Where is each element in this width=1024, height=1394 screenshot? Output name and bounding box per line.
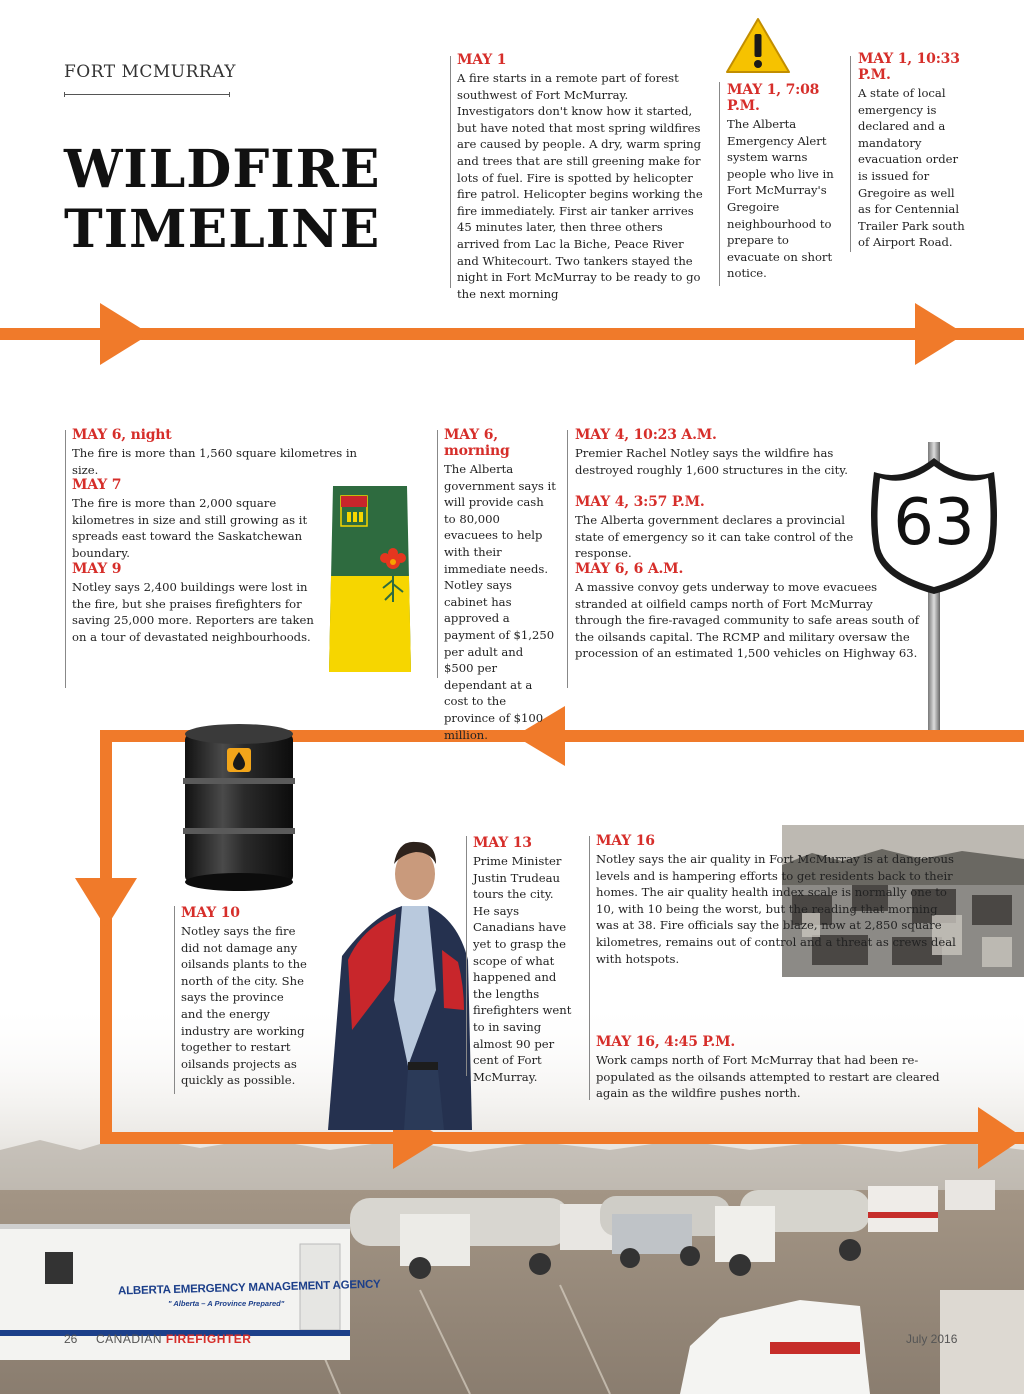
entry-date: MAY 1, 10:33 P.M.: [858, 51, 960, 83]
arrow-line-3: [100, 730, 112, 1144]
entry-text: Premier Rachel Notley says the wildfire has destroyed roughly 1,600 structures in the city.: [575, 446, 848, 477]
timeline-entry: [181, 905, 309, 1089]
trailer-text: ALBERTA EMERGENCY MANAGEMENT AGENCY: [117, 1278, 381, 1298]
entry-date: MAY 7: [72, 477, 122, 493]
entry-text: Work camps north of Fort McMurray that had been re-populated as the oilsands attempted to restart are cleared again as the wildfire pushes north.: [596, 1053, 940, 1101]
divider: [567, 430, 568, 688]
title-line-2: TIMELINE: [64, 199, 381, 260]
entry-text: Notley says 2,400 buildings were lost in the fire, but she praises firefighters for saving 25,000 more. Reporters are taken on a tour of devastated neighbourhoods.: [72, 580, 314, 644]
entry-text: The fire is more than 2,000 square kilometres in size and still growing as it spreads east toward the Saskatchewan boundary.: [72, 496, 308, 560]
entry-date: MAY 16, 4:45 P.M.: [596, 1034, 736, 1050]
entry-date: MAY 6, night: [72, 427, 172, 443]
entry-date: MAY 4, 3:57 P.M.: [575, 494, 705, 510]
entry-text: Notley says the air quality in Fort McMurray is at dangerous levels and is hampering efforts to get residents back to their homes. The air quality health index scale is normally one to 10, with 10 being the worst, but the reading that morning was at 38. Fire officials say the blaze, now at 2,850 square kilometres, remains out of control and a threat as crews deal with hotspots.: [596, 852, 956, 966]
timeline-entry: [457, 52, 707, 302]
timeline-entry: [575, 494, 865, 562]
entry-date: MAY 9: [72, 561, 122, 577]
magazine-title: FIREFIGHTER: [165, 1332, 252, 1346]
entry-date: MAY 6, 6 A.M.: [575, 561, 684, 577]
divider: [174, 906, 175, 1094]
divider: [850, 56, 851, 252]
arrow-head-1b: [915, 303, 965, 365]
timeline-entry: [596, 833, 961, 967]
entry-text: The fire is more than 1,560 square kilometres in size.: [72, 446, 358, 477]
entry-date: MAY 1: [457, 52, 507, 68]
arrow-line-4: [100, 1132, 1024, 1144]
warning-icon: [724, 16, 792, 76]
kicker: FORT MCMURRAY: [64, 62, 237, 82]
entry-date: MAY 1, 7:08 P.M.: [727, 82, 820, 114]
entry-text: Prime Minister Justin Trudeau tours the city. He says Canadians have yet to grasp the scope of what happened and the lengths firefighters went to in saving almost 90 per cent of Fort McMurray.: [473, 854, 572, 1084]
highway-63-sign: [864, 440, 1004, 732]
entry-text: The Alberta government says it will provide cash to 80,000 evacuees to help with their immediate needs. Notley says cabinet has approved a payment of $1,250 per adult and $500 per dependant at a cost to the province of $100 million.: [444, 462, 556, 742]
divider: [719, 82, 720, 286]
timeline-entry: [72, 561, 327, 645]
page-number: 26: [64, 1332, 78, 1346]
page-title: [64, 140, 380, 260]
saskatchewan-flag-map: [327, 484, 413, 674]
divider: [450, 56, 451, 288]
timeline-entry: [72, 477, 327, 561]
issue-date: July 2016: [906, 1332, 958, 1346]
arrow-line-1: [0, 328, 1024, 340]
entry-date: MAY 4, 10:23 A.M.: [575, 427, 717, 443]
timeline-entry: [727, 82, 835, 282]
timeline-entry: [575, 427, 865, 478]
timeline-entry: [72, 427, 362, 478]
divider: [437, 430, 438, 678]
timeline-entry: [858, 51, 968, 251]
kicker-rule: [64, 94, 230, 95]
arrow-head-1a: [100, 303, 150, 365]
divider: [466, 836, 467, 1076]
highway-number: 63: [893, 486, 975, 560]
timeline-entry: [444, 427, 556, 743]
entry-text: A fire starts in a remote part of forest southwest of Fort McMurray. Investigators don't know how it started, but have noted that most spring wildfires are caused by people. A dry, warm spring and trees that are still greening make for lots of fuel. Fire is spotted by helicopter fire patrol. Helicopter begins working the fire immediately. First air tanker arrives 45 minutes later, then three others arrived from Lac la Biche, Peace River and Whitecourt. Two tankers stayed the night in Fort McMurray to be ready to go the next morning: [457, 71, 703, 301]
trailer-tagline: " Alberta – A Province Prepared": [168, 1299, 285, 1308]
title-line-1: WILDFIRE: [64, 139, 381, 200]
magazine-prefix: CANADIAN: [96, 1332, 163, 1346]
arrow-head-3: [75, 878, 137, 928]
trudeau-photo: [312, 830, 482, 1130]
entry-text: The Alberta government declares a provincial state of emergency so it can take control of the response.: [575, 513, 854, 561]
entry-text: A state of local emergency is declared and a mandatory evacuation order is issued for Gregoire as well as for Centennial Trailer Park south of Airport Road.: [858, 86, 965, 250]
entry-text: A massive convoy gets underway to move evacuees stranded at oilfield camps north of Fort McMurray through the fire-ravaged community to safe areas south of the oilsands capital. The RCMP and military oversaw the procession of an estimated 1,500 vehicles on Highway 63.: [575, 580, 920, 661]
entry-date: MAY 16: [596, 833, 655, 849]
arrow-head-4b: [978, 1107, 1024, 1169]
entry-text: The Alberta Emergency Alert system warns people who live in Fort McMurray's Gregoire neighbourhood to prepare to evacuate on short notice.: [727, 117, 834, 281]
timeline-entry: [473, 835, 573, 1085]
timeline-entry: [596, 1034, 961, 1102]
oil-barrel-icon: [181, 720, 297, 892]
entry-date: MAY 6, morning: [444, 427, 510, 459]
divider: [65, 430, 66, 688]
entry-text: Notley says the fire did not damage any oilsands plants to the north of the city. She says the province and the energy industry are working together to restart oilsands projects as quickly as possible.: [181, 924, 307, 1088]
entry-date: MAY 10: [181, 905, 240, 921]
magazine-name: [96, 1332, 251, 1346]
divider: [589, 836, 590, 1100]
entry-date: MAY 13: [473, 835, 532, 851]
